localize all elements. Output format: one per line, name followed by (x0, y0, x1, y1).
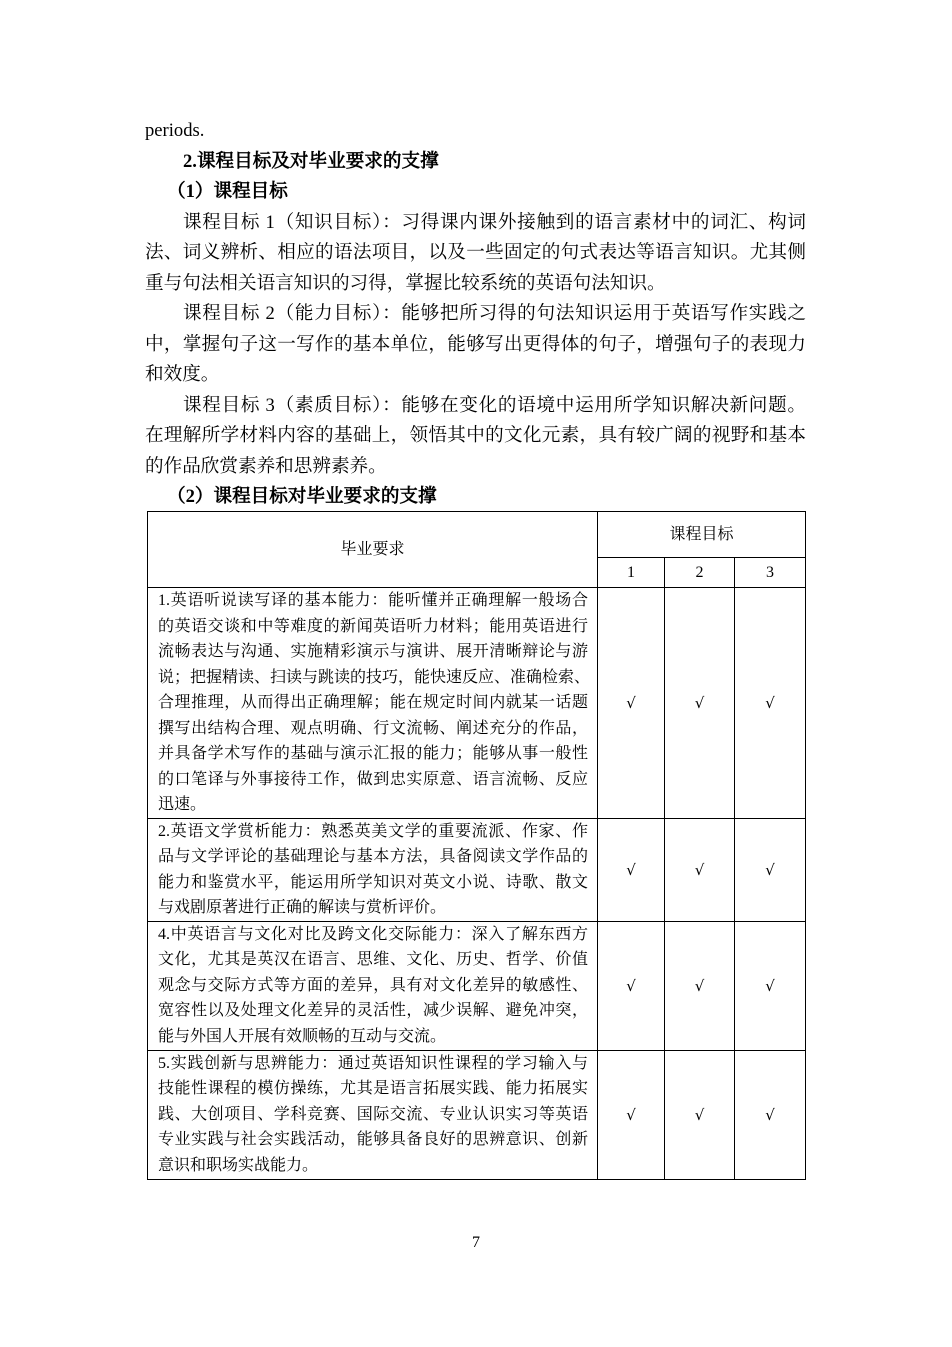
table-header-requirement: 毕业要求 (148, 512, 598, 588)
support-table (147, 511, 806, 1180)
requirement-row (148, 588, 806, 819)
goal-number-header: 1 (598, 558, 665, 588)
paragraph-line: 在理解所学材料内容的基础上，领悟其中的文化元素，具有较广阔的视野和基本 (145, 425, 806, 446)
requirement-line: 与戏剧原著进行正确的解读与赏析评价。 (158, 899, 447, 916)
paragraph-line: 中，掌握句子这一写作的基本单位，能够写出更得体的句子，增强句子的表现力 (145, 333, 806, 355)
requirement-line: 践、大创项目、学科竞赛、国际交流、专业认识实习等英语 (158, 1105, 588, 1123)
goal-paragraph-2 (145, 299, 806, 391)
requirement-text (148, 921, 598, 1050)
requirement-line: 的口笔译与外事接待工作，做到忠实原意、语言流畅、反应 (158, 770, 588, 788)
requirement-line: 1.英语听说读写译的基本能力：能听懂并正确理解一般场合 (158, 592, 588, 609)
requirement-line: 专业实践与社会实践活动，能够具备良好的思辨意识、创新 (158, 1131, 588, 1149)
paragraph-line: 重与句法相关语言知识的习得，掌握比较系统的英语句法知识。 (145, 272, 666, 294)
requirement-line: 意识和职场实战能力。 (158, 1156, 319, 1174)
requirement-line: 说；把握精读、扫读与跳读的技巧，能快速反应、准确检索、 (158, 668, 591, 686)
support-check: √ (598, 818, 665, 921)
requirement-line: 撰写出结构合理、观点明确、行文流畅、阐述充分的作品， (158, 719, 588, 737)
table-header-goals: 课程目标 (598, 512, 806, 558)
subheading-course-goals: （1）课程目标 (167, 181, 288, 202)
requirement-line: 2.英语文学赏析能力：熟悉英美文学的重要流派、作家、作 (158, 822, 588, 840)
subheading-goal-support: （2）课程目标对毕业要求的支撑 (167, 486, 437, 507)
requirement-line: 流畅表达与沟通、实施精彩演示与演讲、展开清晰辩论与游 (158, 643, 588, 660)
requirement-line: 技能性课程的模仿操练，尤其是语言拓展实践、能力拓展实 (158, 1080, 588, 1098)
support-check: √ (665, 588, 735, 819)
requirement-line: 迅速。 (158, 796, 207, 813)
support-check: √ (598, 921, 665, 1050)
paragraph-line: 课程目标 2（能力目标）：能够把所习得的句法知识运用于英语写作实践之 (183, 303, 806, 324)
support-check: √ (735, 588, 806, 819)
support-check: √ (598, 1050, 665, 1179)
requirement-line: 的英语交谈和中等难度的新闻英语听力材料；能用英语进行 (158, 617, 588, 635)
paragraph-line: 的作品欣赏素养和思辨素养。 (145, 455, 387, 477)
requirement-line: 并具备学术写作的基础与演示汇报的能力；能够从事一般性 (158, 745, 588, 762)
support-check: √ (735, 921, 806, 1050)
requirement-row (148, 818, 806, 921)
requirement-line: 宽容性以及处理文化差异的灵活性，减少误解、避免冲突， (158, 1002, 588, 1020)
support-check: √ (598, 588, 665, 819)
goal-number-header: 2 (665, 558, 735, 588)
paragraph-line: 法、词义辨析、相应的语法项目，以及一些固定的句式表达等语言知识。尤其侧 (145, 242, 806, 263)
paragraph-line: 课程目标 1（知识目标）：习得课内课外接触到的语言素材中的词汇、构词 (183, 211, 806, 233)
support-check: √ (735, 1050, 806, 1179)
section-heading: 2.课程目标及对毕业要求的支撑 (183, 150, 439, 172)
body-text (145, 116, 806, 513)
support-check: √ (665, 818, 735, 921)
support-check: √ (665, 1050, 735, 1179)
requirement-text (148, 1050, 598, 1179)
support-check: √ (665, 921, 735, 1050)
requirement-line: 5.实践创新与思辨能力：通过英语知识性课程的学习输入与 (158, 1054, 588, 1072)
requirement-text (148, 818, 598, 921)
requirement-row (148, 921, 806, 1050)
paragraph-line: 和效度。 (145, 364, 220, 385)
requirement-line: 观念与交际方式等方面的差异，具有对文化差异的敏感性、 (158, 976, 588, 994)
requirement-line: 合理推理，从而得出正确理解；能在规定时间内就某一话题 (158, 694, 588, 711)
requirement-line: 品与文学评论的基础理论与基本方法，具备阅读文学作品的 (158, 848, 588, 865)
paragraph-line: 课程目标 3（素质目标）：能够在变化的语境中运用所学知识解决新问题。 (183, 394, 806, 416)
goal-paragraph-1 (145, 208, 806, 300)
requirement-line: 4.中英语言与文化对比及跨文化交际能力：深入了解东西方 (158, 925, 588, 943)
requirement-line: 能力和鉴赏水平，能运用所学知识对英文小说、诗歌、散文 (158, 873, 588, 891)
support-check: √ (735, 818, 806, 921)
requirement-line: 能与外国人开展有效顺畅的互动与交流。 (158, 1027, 447, 1045)
continuation-text: periods. (145, 120, 205, 141)
goal-paragraph-3 (145, 391, 806, 483)
requirement-text (148, 588, 598, 819)
requirement-line: 文化，尤其是英汉在语言、思维、文化、历史、哲学、价值 (158, 951, 588, 969)
page-number: 7 (472, 1234, 480, 1251)
requirement-row (148, 1050, 806, 1179)
goal-number-header: 3 (735, 558, 806, 588)
table-header-row (148, 512, 806, 558)
